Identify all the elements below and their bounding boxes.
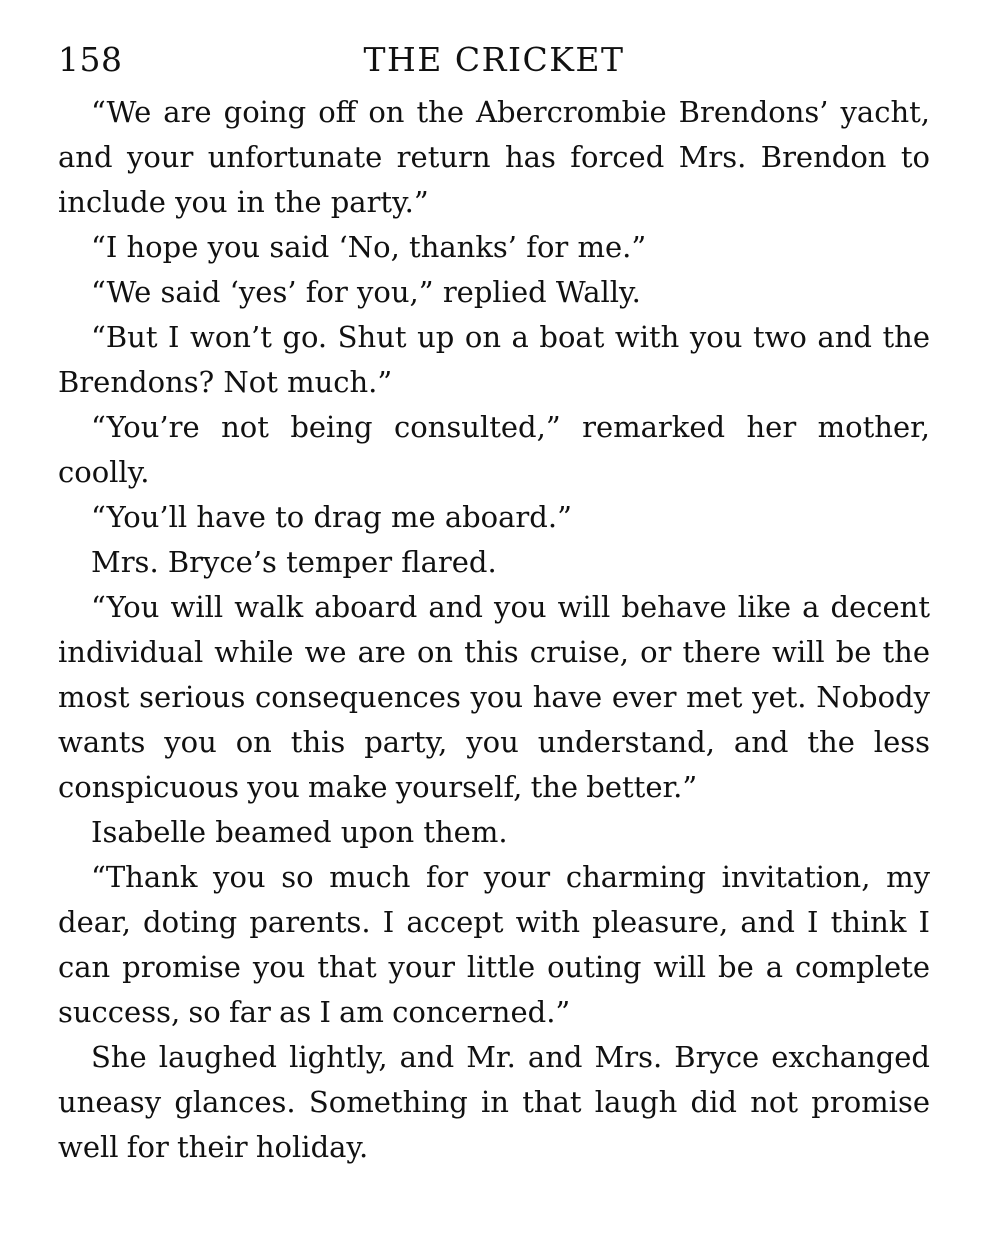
book-page (58, 36, 930, 1170)
paragraph: “We are going off on the Abercrombie Brendons’ yacht, and your unfortunate return has forced Mrs. Brendon to include you in the party.” (58, 95, 930, 219)
paragraph: She laughed lightly, and Mr. and Mrs. Bryce exchanged uneasy glances. Something in that laugh did not promise well for their holiday. (58, 1040, 930, 1164)
paragraph: “You will walk aboard and you will behave like a decent individual while we are on this cruise, or there will be the most serious consequences you have ever met yet. Nobody wants you on this party, you understand, and the less conspicuous you make yourself, the better.” (58, 590, 930, 804)
paragraph: “You’ll have to drag me aboard.” (91, 500, 572, 534)
paragraph: “Thank you so much for your charming invitation, my dear, doting parents. I accept with pleasure, and I think I can promise you that your little outing will be a complete success, so far as I am concerned.” (58, 860, 930, 1029)
page-header (58, 36, 930, 84)
paragraph: Mrs. Bryce’s temper flared. (91, 545, 497, 579)
paragraph: Isabelle beamed upon them. (91, 815, 508, 849)
paragraph: “We said ‘yes’ for you,” replied Wally. (91, 275, 641, 309)
page-body (58, 90, 930, 1170)
paragraph: “I hope you said ‘No, thanks’ for me.” (91, 230, 647, 264)
paragraph: “But I won’t go. Shut up on a boat with you two and the Brendons? Not much.” (58, 320, 930, 399)
page-number: 158 (58, 40, 123, 79)
paragraph: “You’re not being consulted,” remarked her mother, coolly. (58, 410, 930, 489)
running-title: THE CRICKET (363, 40, 625, 79)
